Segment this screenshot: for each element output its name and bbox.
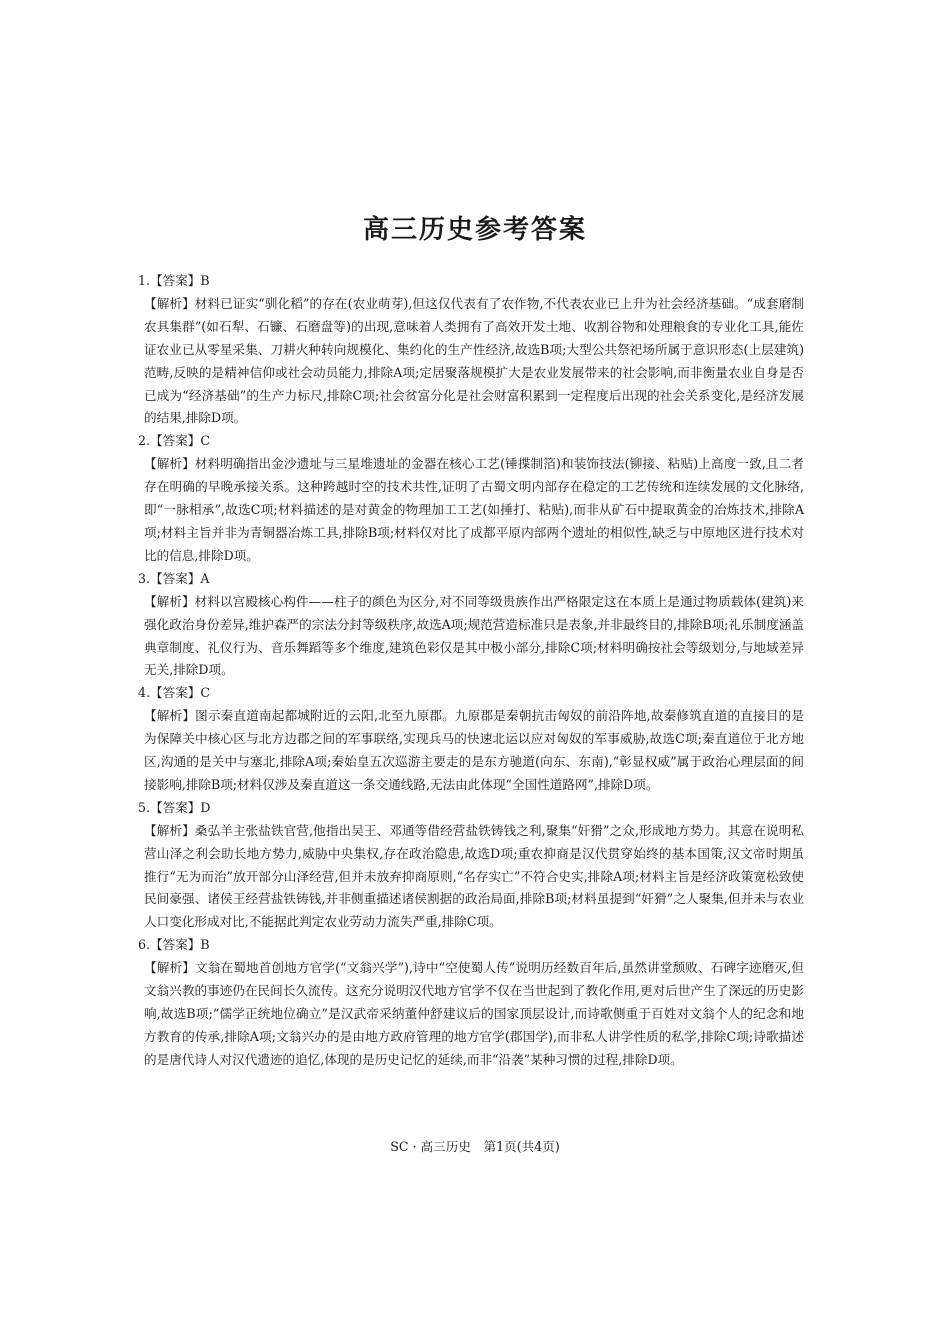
answer-line: 2.【答案】C (138, 433, 211, 449)
answer-list (138, 270, 804, 1072)
analysis-text: 【解析】材料明确指出金沙遗址与三星堆遗址的金器在核心工艺(锤揲制箔)和装饰技法(铆接、粘贴)上高度一致,且二者存在明确的早晚承接关系。这种跨越时空的技术共性,证明了古蜀文明内部存在稳定的工艺传统和连续发展的文化脉络,即“一脉相承”,故选C项;材料描述的是对黄金的物理加工工艺(如捶打、粘贴),而非从矿石中提取黄金的冶炼技术,排除A项;材料主旨并非为青铜器冶炼工具,排除B项;材料仅对比了成都平原内部两个遗址的相似性,缺乏与中原地区进行技术对比的信息,排除D项。 (144, 456, 804, 563)
question-2 (138, 430, 804, 567)
analysis-text: 【解析】文翁在蜀地首创地方官学(“文翁兴学”),诗中“空使蜀人传”说明历经数百年后,虽然讲堂颓败、石碑字迹磨灭,但文翁兴教的事迹仍在民间长久流传。这充分说明汉代地方官学不仅在当世起到了教化作用,更对后世产生了深远的历史影响,故选B项;“儒学正统地位确立”是汉武帝采纳董仲舒建议后的国家顶层设计,而诗歌侧重于百姓对文翁个人的纪念和地方教育的传承,排除A项;文翁兴办的是由地方政府管理的地方官学(郡国学),而非私人讲学性质的私学,排除C项;诗歌描述的是唐代诗人对汉代遗迹的追忆,体现的是历史记忆的延续,而非“沿袭”某种习惯的过程,排除D项。 (144, 960, 804, 1067)
page-footer: SC · 高三历史 第1页(共4页) (390, 1139, 560, 1154)
answer-line: 4.【答案】C (138, 685, 211, 701)
answer-line: 1.【答案】B (138, 273, 210, 288)
page-title: 高三历史参考答案 (362, 215, 587, 245)
question-1 (138, 270, 804, 430)
answer-line: 5.【答案】D (138, 799, 211, 815)
analysis-text: 【解析】材料已证实“驯化稻”的存在(农业萌芽),但这仅代表有了农作物,不代表农业已上升为社会经济基础。“成套磨制农具集群”(如石犁、石镰、石磨盘等)的出现,意味着人类拥有了高效开发土地、收割谷物和处理粮食的专业化工具,能佐证农业已从零星采集、刀耕火种转向规模化、集约化的生产性经济,故选B项;大型公共祭祀场所属于意识形态(上层建筑)范畴,反映的是精神信仰或社会动员能力,排除A项;定居聚落规模扩大是农业发展带来的社会影响,而非衡量农业自身是否已成为“经济基础”的生产力标尺,排除C项;社会贫富分化是社会财富积累到一定程度后出现的社会关系变化,是经济发展的结果,排除D项。 (144, 295, 804, 426)
question-3 (138, 568, 804, 683)
question-4 (138, 682, 804, 797)
analysis-text: 【解析】图示秦直道南起都城附近的云阳,北至九原郡。九原郡是秦朝抗击匈奴的前沿阵地,故秦修筑直道的直接目的是为保障关中核心区与北方边郡之间的军事联络,实现兵马的快速北运以应对匈奴的军事威胁,故选C项;秦直道位于北方地区,沟通的是关中与塞北,排除A项;秦始皇五次巡游主要走的是东方驰道(向东、东南),“彰显权威”属于政治心理层面的间接影响,排除B项;材料仅涉及秦直道这一条交通线路,无法由此体现“全国性道路网”,排除D项。 (144, 708, 804, 792)
analysis-text: 【解析】材料以宫殿核心构件——柱子的颜色为区分,对不同等级贵族作出严格限定这在本质上是通过物质载体(建筑)来强化政治身份差异,维护森严的宗法分封等级秩序,故选A项;规范营造标准只是表象,并非最终目的,排除B项;礼乐制度涵盖典章制度、礼仪行为、音乐舞蹈等多个维度,建筑色彩仅是其中极小部分,排除C项;材料明确按社会等级划分,与地域差异无关,排除D项。 (144, 593, 804, 678)
question-5 (138, 797, 804, 934)
answer-line: 3.【答案】A (138, 570, 210, 586)
answer-line: 6.【答案】B (138, 937, 210, 953)
question-6 (138, 934, 804, 1071)
analysis-text: 【解析】桑弘羊主张盐铁官营,他指出吴王、邓通等借经营盐铁铸钱之利,聚集“奸猾”之众,形成地方势力。其意在说明私营山泽之利会助长地方势力,威胁中央集权,存在政治隐患,故选D项;重农抑商是汉代贯穿始终的基本国策,汉文帝时期虽推行“无为而治”放开部分山泽经营,但并未放弃抑商原则,“名存实亡”不符合史实,排除A项;材料主旨是经济政策宽松致使民间豪强、诸侯王经营盐铁铸钱,并非侧重描述诸侯割据的政治局面,排除B项;材料虽提到“奸猾”之人聚集,但并未与农业人口变化形成对比,不能据此判定农业劳动力流失严重,排除C项。 (144, 822, 804, 930)
